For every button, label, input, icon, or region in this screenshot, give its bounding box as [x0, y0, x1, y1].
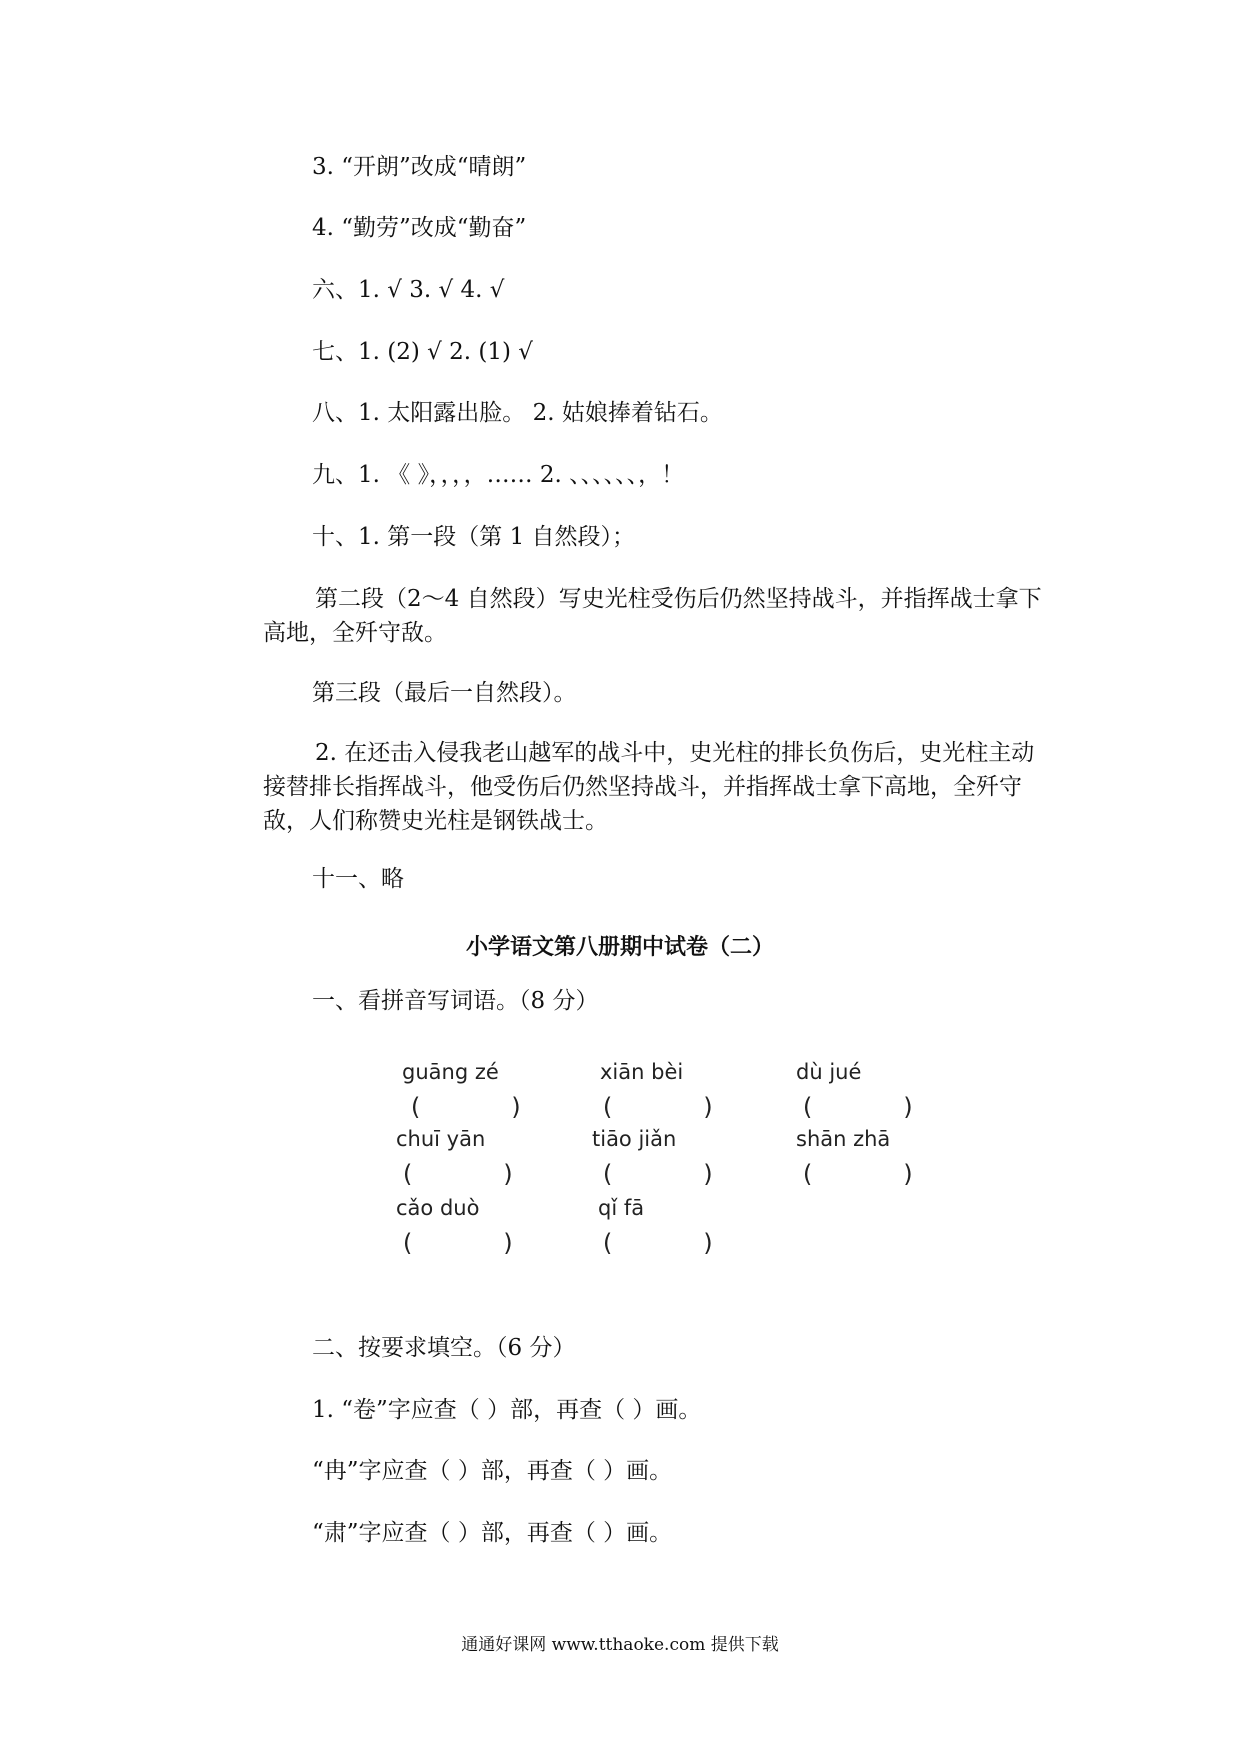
pinyin-item: chuī yān [396, 1127, 486, 1151]
answer-bracket[interactable]: ( ) [800, 1160, 916, 1188]
pinyin-item: tiāo jiǎn [592, 1127, 677, 1151]
answer-eight: 八、1. 太阳露出脸。 2. 姑娘捧着钻石。 [312, 400, 723, 426]
answer-bracket[interactable]: ( ) [400, 1229, 516, 1257]
answer-line-3: 3. “开朗”改成“晴朗” [312, 154, 527, 180]
pinyin-item: xiān bèi [600, 1060, 684, 1084]
section1-heading: 一、看拼音写词语。（8 分） [312, 988, 599, 1014]
answer-ten-para-3: 第三段（最后一自然段）。 [312, 680, 577, 706]
answer-ten-q2: 2. 在还击入侵我老山越军的战斗中，史光柱的排长负伤后，史光柱主动接替排长指挥战斗，他受伤后仍然坚持战斗，并指挥战士拿下高地，全歼守敌，人们称赞史光柱是钢铁战士。 [263, 740, 1035, 834]
answer-bracket[interactable]: ( ) [600, 1229, 716, 1257]
answer-bracket[interactable]: ( ) [800, 1093, 916, 1121]
answer-bracket[interactable]: ( ) [400, 1160, 516, 1188]
page-footer: 通通好课网 www.tthaoke.com 提供下载 [461, 1635, 779, 1655]
pinyin-item: guāng zé [402, 1060, 499, 1084]
answer-ten-para-2: 第二段（2～4 自然段）写史光柱受伤后仍然坚持战斗，并指挥战士拿下高地，全歼守敌。 [263, 586, 1042, 646]
section2-q3: “肃”字应查（ ）部，再查（ ）画。 [312, 1520, 673, 1546]
answer-bracket[interactable]: ( ) [600, 1160, 716, 1188]
section2-q1: 1. “卷”字应查（ ）部，再查（ ）画。 [312, 1397, 702, 1423]
pinyin-item: cǎo duò [396, 1196, 480, 1220]
pinyin-item: shān zhā [796, 1127, 891, 1151]
pinyin-item: dù jué [796, 1060, 862, 1084]
answer-line-4: 4. “勤劳”改成“勤奋” [312, 215, 527, 241]
answer-six: 六、1. √ 3. √ 4. √ [312, 277, 505, 303]
answer-eleven: 十一、略 [312, 866, 404, 892]
exam-title: 小学语文第八册期中试卷（二） [465, 935, 774, 960]
section2-heading: 二、按要求填空。（6 分） [312, 1335, 576, 1361]
section2-q2: “冉”字应查（ ）部，再查（ ）画。 [312, 1458, 673, 1484]
answer-nine: 九、1. 《 》，，，，…… 2. 、、、、、、，！ [312, 462, 685, 488]
answer-bracket[interactable]: ( ) [600, 1093, 716, 1121]
pinyin-item: qǐ fā [598, 1196, 645, 1220]
answer-bracket[interactable]: ( ) [408, 1093, 524, 1121]
answer-seven: 七、1. (2) √ 2. (1) √ [312, 339, 533, 365]
answer-ten: 十、1. 第一段（第 1 自然段）； [312, 524, 636, 550]
